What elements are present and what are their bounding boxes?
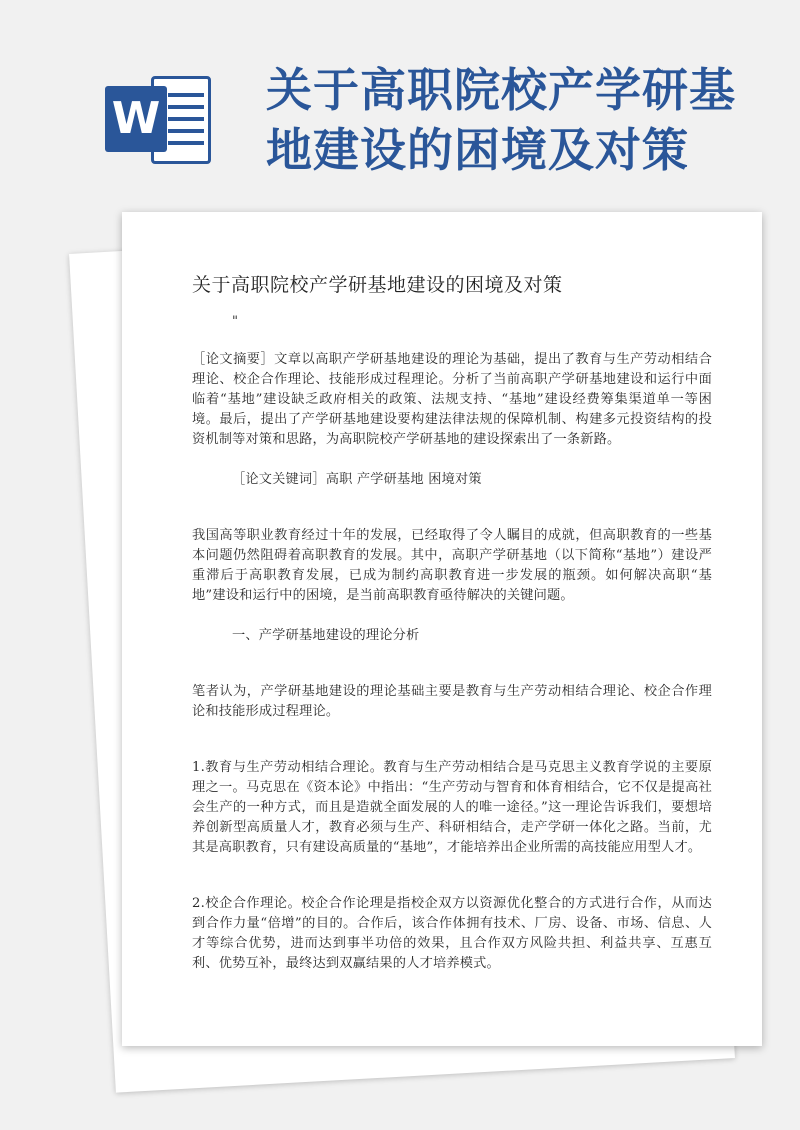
text-line-icon bbox=[168, 141, 204, 145]
text-line-icon bbox=[168, 117, 204, 121]
abstract-paragraph: ［论文摘要］文章以高职产学研基地建设的理论为基础，提出了教育与生产劳动相结合理论、校企合作理论、技能形成过程理论。分析了当前高职产学研基地建设和运行中面临着“基地”建设缺乏政府相关的政策、法规支持、“基地”建设经费筹集渠道单一等困境。最后，提出了产学研基地建设要构建法律法规的保障机制、构建多元投资结构的投资机制等对策和思路，为高职院校产学研基地的建设探索出了一条新路。 bbox=[192, 352, 712, 447]
word-doc-icon bbox=[105, 70, 217, 170]
document-page bbox=[122, 212, 762, 1046]
word-badge-letter: W bbox=[105, 86, 167, 152]
text-line-icon bbox=[168, 93, 204, 97]
text-line-icon bbox=[168, 129, 204, 133]
document-title: 关于高职院校产学研基地建设的困境及对策 bbox=[192, 274, 563, 296]
intro-paragraph: 我国高等职业教育经过十年的发展，已经取得了令人瞩目的成就，但高职教育的一些基本问题仍然阻碍着高职教育的发展。其中，高职产学研基地（以下简称“基地”）建设严重滞后于高职教育发展，已成为制约高职教育进一步发展的瓶颈。如何解决高职“基地”建设和运行中的困境，是当前高职教育亟待解决的关键问题。 bbox=[192, 528, 712, 603]
section-heading: 一、产学研基地建设的理论分析 bbox=[232, 628, 420, 643]
document-body bbox=[192, 272, 712, 974]
theory-point-1: 1.教育与生产劳动相结合理论。教育与生产劳动相结合是马克思主义教育学说的主要原理之一。马克思在《资本论》中指出：“生产劳动与智育和体育相结合，它不仅是提高社会生产的一种方式，而且是造就全面发展的人的唯一途径。”这一理论告诉我们，要想培养创新型高质量人才，教育必须与生产、科研相结合，走产学研一体化之路。当前，尤其是高职教育，只有建设高质量的“基地”，才能培养出企业所需的高技能应用型人才。 bbox=[192, 760, 712, 855]
theory-point-2: 2.校企合作理论。校企合作论理是指校企双方以资源优化整合的方式进行合作，从而达到合作力量“倍增”的目的。合作后，该合作体拥有技术、厂房、设备、市场、信息、人才等综合优势，进而达到事半功倍的效果，且合作双方风险共担、利益共享、互惠互利、优势互补，最终达到双赢结果的人才培养模式。 bbox=[192, 896, 712, 971]
stray-quote-mark: " bbox=[232, 314, 238, 329]
banner-title: 关于高职院校产学研基地建设的困境及对策 bbox=[266, 63, 736, 177]
theory-paragraph: 笔者认为，产学研基地建设的理论基础主要是教育与生产劳动相结合理论、校企合作理论和技能形成过程理论。 bbox=[192, 684, 712, 719]
keywords-line: ［论文关键词］高职 产学研基地 困境对策 bbox=[232, 472, 482, 487]
text-line-icon bbox=[168, 105, 204, 109]
